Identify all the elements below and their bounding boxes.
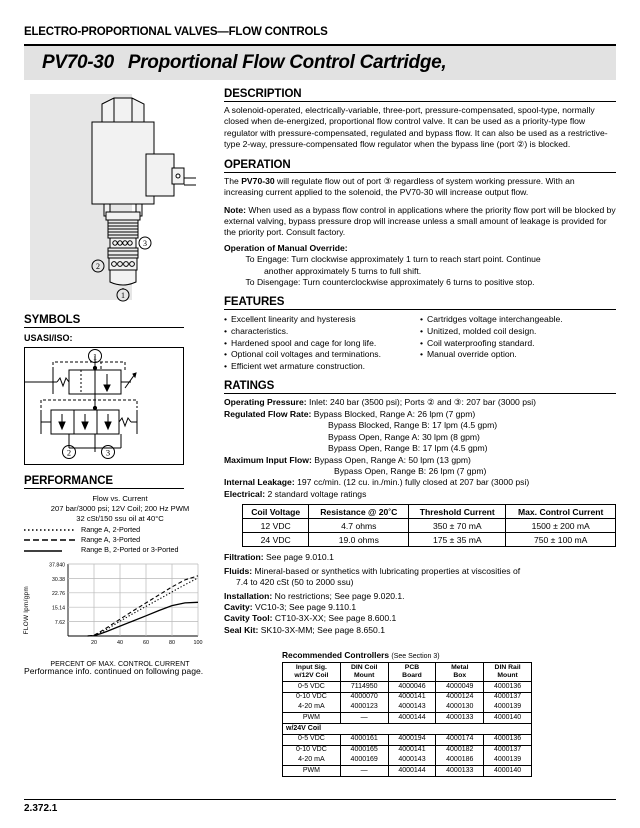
cell-coil-voltage: 12 VDC <box>243 519 309 533</box>
performance-heading: PERFORMANCE <box>24 475 184 489</box>
chart-xtick-20: 20 <box>91 639 97 646</box>
feature-item-cont: • characteristics. <box>224 326 420 338</box>
cell-din-rail: 4000139 <box>484 703 532 713</box>
legend-swatch-dashed <box>24 537 76 543</box>
cell-coil-voltage: 24 VDC <box>243 533 309 547</box>
spec-fluids <box>224 566 616 577</box>
feature-item: • Excellent linearity and hysteresis <box>224 314 420 326</box>
legend-swatch-solid <box>24 548 76 554</box>
features-right-column <box>420 314 616 372</box>
regulated-flow-line-2: Bypass Blocked, Range B: 17 lpm (4.5 gpm) <box>328 420 498 431</box>
internal-leakage-row <box>224 477 616 488</box>
features-heading: FEATURES <box>224 296 616 310</box>
features-left-list <box>224 314 420 372</box>
electrical-label: Electrical: <box>224 488 266 499</box>
table-row <box>283 755 532 765</box>
feature-item: • Unitized, molded coil design. <box>420 326 616 338</box>
description-heading: DESCRIPTION <box>224 88 616 102</box>
cell-metal-box: 4000174 <box>436 734 484 745</box>
chart-ytick-2: 15.14 <box>52 605 65 612</box>
table-row <box>283 713 532 724</box>
cell-din-coil: 7114950 <box>340 682 388 693</box>
footer-divider <box>24 799 616 800</box>
chart-subtitle-1: 207 bar/3000 psi; 12V Coil; 200 Hz PWM <box>50 503 190 513</box>
chart-y-axis-title: FLOW lpm/gpm <box>23 585 30 635</box>
chart-ytick-1: 7.62 <box>54 619 65 626</box>
controllers-table <box>282 662 532 777</box>
page-footer <box>24 799 616 814</box>
spec-cavity-tool <box>224 613 616 624</box>
legend-label-b: Range B, 2-Ported or 3-Ported <box>81 545 179 555</box>
table-group-row-24v <box>283 724 532 735</box>
controllers-title <box>282 650 532 660</box>
cell-din-rail: 4000139 <box>484 755 532 765</box>
cell-input-signal: 0-5 VDC <box>283 682 341 693</box>
cell-din-rail: 4000137 <box>484 692 532 702</box>
cell-din-coil: 4000165 <box>340 745 388 755</box>
cell-input-signal: PWM <box>283 713 341 724</box>
cell-pcb: 4000046 <box>388 682 436 693</box>
cell-din-coil: — <box>340 766 388 777</box>
cell-input-signal: PWM <box>283 766 341 777</box>
chart-xtick-80: 80 <box>169 639 175 646</box>
group-label-24v: w/24V Coil <box>283 724 532 735</box>
features-right-list <box>420 314 616 360</box>
regulated-flow-line-4: Bypass Open, Range B: 17 lpm (4.5 gpm) <box>328 443 488 454</box>
table-header-row <box>243 505 616 519</box>
chart-ytick-3: 22.76 <box>52 591 65 598</box>
spec-filtration <box>224 552 616 563</box>
legend-item-a2 <box>24 525 216 535</box>
chart-xtick-40: 40 <box>117 639 123 646</box>
column-header-resistance: Resistance @ 20˚C <box>309 505 409 519</box>
chart-series-a3 <box>88 576 199 636</box>
product-title: Proportional Flow Control Cartridge, <box>127 52 447 73</box>
operation-p1-post: will regulate flow out of port ③ regardless of system working pressure. With an increasing current applied to the solenoid, the PV70-30 will increase output flow. <box>224 175 575 198</box>
table-row <box>243 533 616 547</box>
cell-input-signal: 4-20 mA <box>283 703 341 713</box>
symbol-svg <box>25 348 183 464</box>
electrical-row <box>224 489 616 500</box>
cell-din-coil: — <box>340 713 388 724</box>
column-header-din-coil-mount: DIN Coil Mount <box>340 663 388 682</box>
cell-metal-box: 4000133 <box>436 713 484 724</box>
spec-seal-kit <box>224 625 616 636</box>
symbol-standard-label: USASI/ISO: <box>24 333 73 343</box>
column-header-coil-voltage: Coil Voltage <box>243 505 309 519</box>
cell-din-rail: 4000136 <box>484 682 532 693</box>
chart-title-line: Flow vs. Current <box>92 494 148 503</box>
spec-installation-label: Installation: <box>224 590 273 601</box>
features-lists <box>224 314 616 372</box>
manual-override-engage: To Engage: Turn clockwise approximately 1 turn to reach start point. Continue <box>245 254 541 265</box>
cell-input-signal: 0-5 VDC <box>283 734 341 745</box>
electrical-value: 2 standard voltage ratings <box>265 488 367 499</box>
table-row <box>283 734 532 745</box>
cell-pcb: 4000143 <box>388 703 436 713</box>
table-row <box>283 682 532 693</box>
diagram-port3-label: 3 <box>143 239 147 248</box>
cell-din-coil: 4000161 <box>340 734 388 745</box>
cell-metal-box: 4000124 <box>436 692 484 702</box>
operating-pressure-row <box>224 397 616 408</box>
controllers-title-sub: (See Section 3) <box>391 653 440 661</box>
column-header-threshold-current: Threshold Current <box>409 505 506 519</box>
cell-threshold-current: 175 ± 35 mA <box>409 533 506 547</box>
cartridge-illustration <box>24 90 210 306</box>
table-row <box>243 519 616 533</box>
symbol-port2-label: 2 <box>66 447 72 458</box>
page-number: 2.372.1 <box>24 803 58 814</box>
cell-din-rail: 4000140 <box>484 713 532 724</box>
max-input-flow-label: Maximum Input Flow: <box>224 454 312 465</box>
cell-metal-box: 4000133 <box>436 766 484 777</box>
table-header-row <box>283 663 532 682</box>
content-columns <box>24 88 616 777</box>
cell-pcb: 4000194 <box>388 734 436 745</box>
manual-override-disengage: To Disengage: Turn counterclockwise approximately 6 turns to positive stop. <box>245 277 535 288</box>
operation-paragraph <box>224 176 616 199</box>
spec-cavity <box>224 602 616 613</box>
operation-note <box>224 205 616 239</box>
spec-cavity-tool-value: CT10-3X-XX; See page 8.600.1 <box>272 613 397 624</box>
cell-din-coil: 4000169 <box>340 755 388 765</box>
regulated-flow-label: Regulated Flow Rate: <box>224 408 312 419</box>
spec-seal-kit-value: SK10-3X-MM; See page 8.650.1 <box>258 624 385 635</box>
column-header-metal-box: Metal Box <box>436 663 484 682</box>
cartridge-drawing-svg <box>24 90 210 306</box>
legend-swatch-dotted <box>24 527 76 533</box>
hydraulic-symbol-diagram <box>24 347 184 465</box>
feature-item: • Manual override option. <box>420 349 616 361</box>
left-column <box>24 88 216 777</box>
chart-ytick-4: 30.38 <box>52 576 65 583</box>
cell-pcb: 4000144 <box>388 713 436 724</box>
spec-cavity-tool-label: Cavity Tool: <box>224 613 273 624</box>
diagram-port2-label: 2 <box>96 262 100 271</box>
cell-pcb: 4000141 <box>388 745 436 755</box>
performance-chart <box>23 558 216 668</box>
model-title-band <box>24 46 616 80</box>
chart-xtick-60: 60 <box>143 639 149 646</box>
legend-item-b <box>24 545 216 555</box>
cell-din-rail: 4000140 <box>484 766 532 777</box>
symbols-heading: SYMBOLS <box>24 314 184 328</box>
spec-filtration-value: See page 9.010.1 <box>263 552 334 563</box>
feature-item: • Coil waterproofing standard. <box>420 338 616 350</box>
spec-installation-value: No restrictions; See page 9.020.1. <box>272 590 405 601</box>
description-text: A solenoid-operated, electrically-variable, three-port, pressure-compensated, spool-type, normally closed when de-energized, proportional flow control valve. It can be used as a priority-type flow regulator with pressure-compensated, regulated and bypass flow. It can also be used as a restrictive-type 2-way, pressure-compensated flow regulator when the bypass line (port ②) is blocked. <box>224 105 608 150</box>
spec-cavity-label: Cavity: <box>224 601 253 612</box>
column-header-pcb-board: PCB Board <box>388 663 436 682</box>
cell-din-coil: 4000123 <box>340 703 388 713</box>
feature-item: • Hardened spool and cage for long life. <box>224 338 420 350</box>
spec-fluids-label: Fluids: <box>224 565 253 576</box>
chart-legend <box>24 525 216 556</box>
column-header-din-rail-mount: DIN Rail Mount <box>484 663 532 682</box>
operating-pressure-value: Inlet: 240 bar (3500 psi); Ports ② and ③: 207 bar (3000 psi) <box>306 397 537 408</box>
feature-item: • Cartridges voltage interchangeable. <box>420 314 616 326</box>
spec-installation <box>224 591 616 602</box>
recommended-controllers-section <box>282 650 532 777</box>
spec-cavity-value: VC10-3; See page 9.110.1 <box>252 601 357 612</box>
right-column <box>216 88 616 777</box>
table-row <box>283 766 532 777</box>
symbol-port1-label: 1 <box>92 351 98 362</box>
cell-resistance: 4.7 ohms <box>309 519 409 533</box>
spec-fluids-cont: 7.4 to 420 cSt (50 to 2000 ssu) <box>236 577 354 588</box>
legend-label-a3: Range A, 3-Ported <box>81 535 141 545</box>
max-input-flow-line-1: Bypass Open, Range A: 50 lpm (13 gpm) <box>311 454 471 465</box>
regulated-flow-row <box>224 409 616 420</box>
chart-subtitle-2: 32 cSt/150 ssu oil at 40°C <box>76 513 164 523</box>
table-row <box>283 692 532 702</box>
feature-item: • Efficient wet armature construction. <box>224 361 420 373</box>
chart-svg <box>24 558 204 654</box>
ratings-heading: RATINGS <box>224 380 616 394</box>
operation-p1-pre: The <box>224 175 242 186</box>
operating-pressure-label: Operating Pressure: <box>224 397 307 408</box>
cell-din-rail: 4000137 <box>484 745 532 755</box>
cell-pcb: 4000143 <box>388 755 436 765</box>
cell-threshold-current: 350 ± 70 mA <box>409 519 506 533</box>
feature-item: • Optional coil voltages and terminations. <box>224 349 420 361</box>
model-number: PV70-30 <box>42 52 114 73</box>
cell-input-signal: 0-10 VDC <box>283 692 341 702</box>
features-left-column <box>224 314 420 372</box>
diagram-port1-label: 1 <box>121 291 125 300</box>
cell-input-signal: 4-20 mA <box>283 755 341 765</box>
chart-x-axis-title: PERCENT OF MAX. CONTROL CURRENT <box>50 660 190 668</box>
operation-heading: OPERATION <box>224 159 616 173</box>
cell-resistance: 19.0 ohms <box>309 533 409 547</box>
cell-max-control-current: 1500 ± 200 mA <box>506 519 616 533</box>
cell-input-signal: 0-10 VDC <box>283 745 341 755</box>
cell-max-control-current: 750 ± 100 mA <box>506 533 616 547</box>
cell-din-rail: 4000136 <box>484 734 532 745</box>
table-row <box>283 745 532 755</box>
cell-metal-box: 4000186 <box>436 755 484 765</box>
cell-din-coil: 4000070 <box>340 692 388 702</box>
spec-filtration-label: Filtration: <box>224 552 264 563</box>
cell-pcb: 4000141 <box>388 692 436 702</box>
cell-metal-box: 4000182 <box>436 745 484 755</box>
max-input-flow-line-2: Bypass Open, Range B: 26 lpm (7 gpm) <box>334 465 487 476</box>
chart-xtick-100: 100 <box>193 639 203 646</box>
internal-leakage-label: Internal Leakage: <box>224 477 295 488</box>
max-input-flow-row <box>224 455 616 466</box>
column-header-max-control-current: Max. Control Current <box>506 505 616 519</box>
table-row <box>283 703 532 713</box>
controllers-title-text: Recommended Controllers <box>282 650 390 661</box>
manual-override-heading: Operation of Manual Override: <box>224 242 348 253</box>
regulated-flow-line-1: Bypass Blocked, Range A: 26 lpm (7 gpm) <box>311 408 476 419</box>
performance-note: Performance info. continued on following page. <box>24 665 204 676</box>
legend-item-a3 <box>24 535 216 545</box>
chart-title <box>24 494 216 524</box>
cell-metal-box: 4000049 <box>436 682 484 693</box>
operation-note-text: When used as a bypass flow control in applications where the priority flow port will be blocked by external valving, bypass pressure drop will increase unless a small amount of leakage is provided for the priority port. Consult factory. <box>224 204 616 238</box>
legend-label-a2: Range A, 2-Ported <box>81 524 141 534</box>
regulated-flow-line-3: Bypass Open, Range A: 30 lpm (8 gpm) <box>328 431 480 442</box>
cell-pcb: 4000144 <box>388 766 436 777</box>
symbol-port3-label: 3 <box>105 447 111 458</box>
cell-metal-box: 4000130 <box>436 703 484 713</box>
spec-fluids-value: Mineral-based or synthetics with lubricating properties at viscosities of <box>252 565 521 576</box>
operation-p1-model: PV70-30 <box>241 175 275 186</box>
spec-seal-kit-label: Seal Kit: <box>224 624 259 635</box>
chart-ytick-5: 37.840 <box>49 562 65 569</box>
internal-leakage-value: 197 cc/min. (12 cu. in./min.) fully closed at 207 bar (3000 psi) <box>294 477 530 488</box>
manual-override-engage-cont: another approximately 5 turns to full shift. <box>264 265 422 276</box>
operation-note-label: Note: <box>224 204 246 215</box>
column-header-input-signal: Input Sig. w/12V Coil <box>283 663 341 682</box>
page-category-title: ELECTRO-PROPORTIONAL VALVES—FLOW CONTROLS <box>24 26 328 38</box>
electrical-ratings-table <box>242 504 616 547</box>
